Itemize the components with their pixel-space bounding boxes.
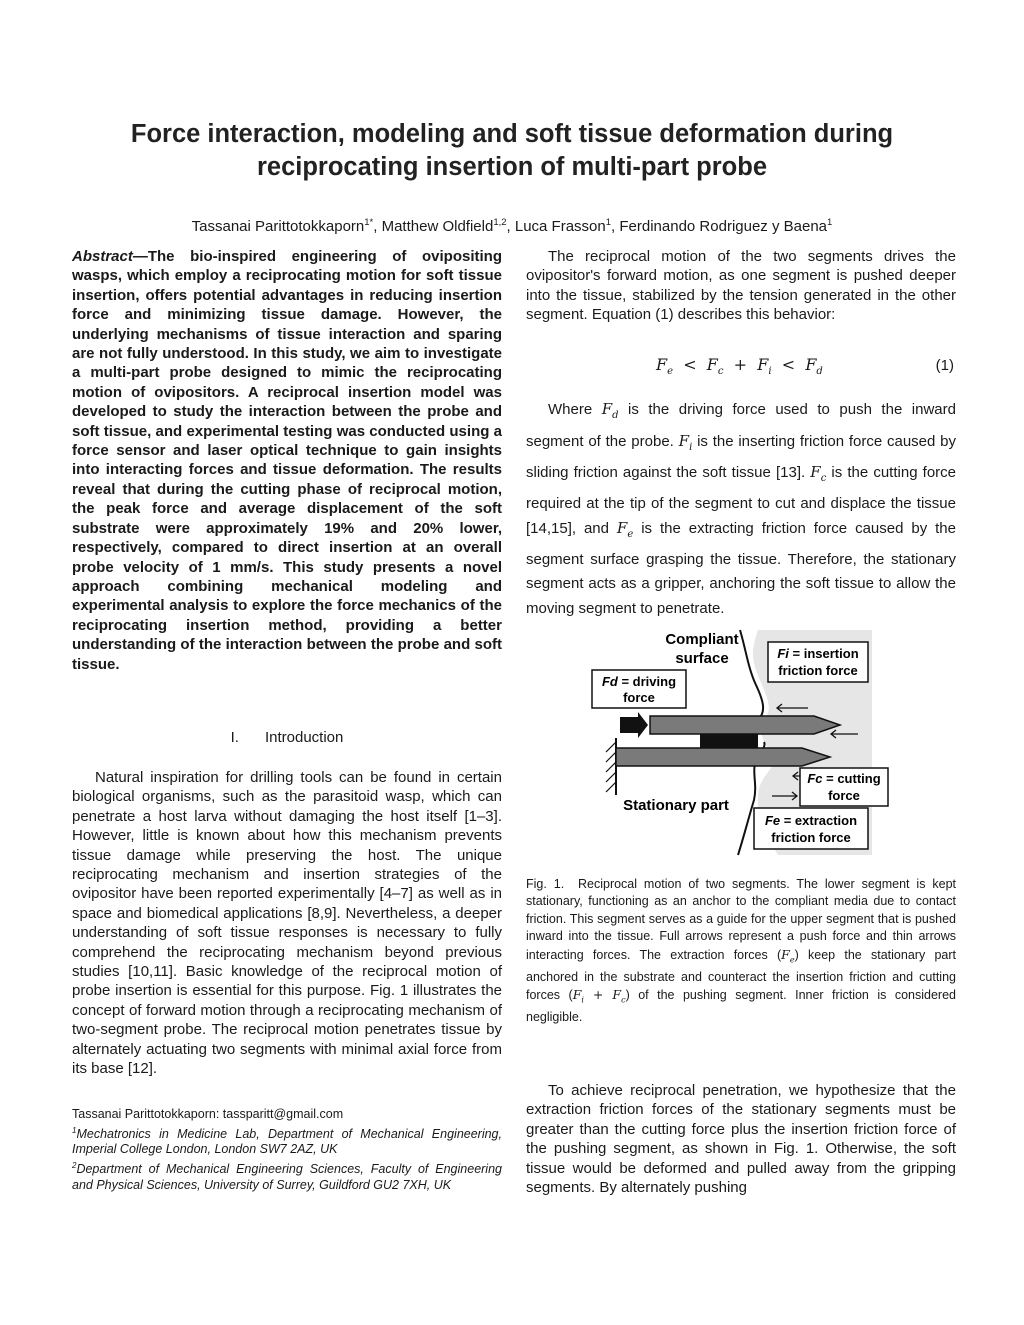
- equation-number: (1): [935, 357, 954, 374]
- affiliation-1: [72, 1123, 502, 1158]
- right-paragraph-1-text: The reciprocal motion of the two segments drives the ovipositor's forward motion, as one segment is pushed deeper into the tissue, stabilized by the tension generated in the other segment. Equation (1) describes this behavior:: [526, 248, 956, 324]
- segment-connector: [700, 734, 758, 748]
- author-1: Tassanai Parittotokkaporn: [191, 218, 365, 235]
- label-surface: surface: [675, 650, 729, 667]
- fc-label-line-2: force: [828, 788, 860, 803]
- right-paragraph-2: Where $F_d$ is the driving force used to push the inward segment of the probe. $F_i$ is the inserting friction force caused by sliding friction against the soft tissue [13]. $F_c$ is the cutting force required at the tip of the segment to cut and displace the tissue [14,15], and $F_e$ is the extracting friction force caused by the segment surface grasping the tissue. Therefore, the stationary segment acts as a gripper, anchoring the soft tissue to allow the moving segment to penetrate.: [526, 400, 956, 617]
- affiliation-1-marker: 1: [72, 1125, 77, 1135]
- author-1-affiliation: 1*: [364, 217, 374, 228]
- author-3: , Luca Frasson: [506, 218, 606, 235]
- right-paragraph-3-text: To achieve reciprocal penetration, we hypothesize that the extraction friction forces of the stationary segments must be greater than the cutting force plus the insertion friction force of the pushing segment, as shown in Fig. 1. Otherwise, the soft tissue would be deformed and pulled away from the gripping segments. By alternately pushing: [526, 1082, 956, 1197]
- affiliation-2-text: Department of Mechanical Engineering Sciences, Faculty of Engineering and Physical Sciences, University of Surrey, Guildford GU2 7XH, UK: [72, 1162, 502, 1192]
- abstract-dash: —: [132, 248, 148, 265]
- fi-label-line-1: Fi = insertion: [777, 646, 859, 661]
- author-3-affiliation: 1: [605, 217, 612, 228]
- author-list: [40, 213, 984, 237]
- fe-label-line-1: Fe = extraction: [764, 813, 858, 828]
- section-heading: [72, 729, 502, 746]
- right-paragraph-1: [526, 247, 956, 325]
- fe-label-line-2: friction force: [771, 830, 851, 845]
- affiliation-2-marker: 2: [72, 1160, 77, 1170]
- caption-label: Fig. 1.: [526, 877, 565, 891]
- author-4-affiliation: 1: [827, 217, 833, 228]
- fd-label-line-1: Fd = driving: [601, 674, 677, 689]
- intro-paragraph: Natural inspiration for drilling tools can be found in certain biological organisms, such as the parasitoid wasp, which can penetrate a host larva without damaging the host itself [1–3]. However, little is known about how this mechanism prevents tissue damage while preserving the host. The unique reciprocating mechanism and insertion strategies of the ovipositor have been reported experimentally [4–7] as well as in space and biomedical applications [8,9]. Nevertheless, a deeper understanding of soft tissue responses is necessary to fully comprehend the reciprocating mechanism beyond previous studies [10,11]. Basic knowledge of the reciprocal motion of probe insertion is essential for this purpose. Fig. 1 illustrates the concept of forward motion through a reciprocating mechanism of two-segment probe. The reciprocal motion penetrates tissue by alternately actuating two segments with minimal axial force from its base [12].: [72, 769, 502, 1078]
- stationary-segment: [616, 748, 830, 766]
- figure-1-caption: Fig. 1. Reciprocal motion of two segments. The lower segment is kept stationary, functioning as an anchor to the compliant media due to contact friction. This segment serves as a guide for the upper segment that is pushed inward into the tissue. Full arrows represent a push force and thin arrows interacting forces. The extraction forces $(F_e)$ keep the stationary part anchored in the substrate and counteract the insertion friction and cutting forces $(F_i + F_c)$ of the pushing segment. Inner friction is considered negligible.: [526, 877, 956, 1024]
- fc-label-line-1: Fc = cutting: [807, 771, 881, 786]
- equation-body: $F_e < F_c + F_i < F_d$: [656, 355, 823, 378]
- title-line-2: reciprocating insertion of multi-part probe: [256, 153, 768, 181]
- label-stationary-part: Stationary part: [623, 797, 729, 814]
- section-number: I.: [230, 729, 239, 746]
- pushing-segment: [650, 716, 840, 734]
- label-compliant: Compliant: [665, 631, 739, 648]
- equation-1: [526, 355, 956, 385]
- author-2: , Matthew Oldfield: [373, 218, 494, 235]
- abstract-label: Abstract: [72, 248, 133, 265]
- author-4: , Ferdinando Rodriguez y Baena: [611, 218, 828, 235]
- contact-email: Tassanai Parittotokkaporn: tassparitt@gmail.com: [72, 1107, 344, 1121]
- paper-title: [60, 118, 964, 184]
- abstract: [72, 247, 502, 674]
- abstract-body: The bio-inspired engineering of ovipositing wasps, which employ a reciprocating motion for soft tissue insertion, offers potential advantages in reducing insertion force and minimizing tissue damage. However, the underlying mechanisms of tissue interaction and sparing are not fully understood. In this study, we aim to investigate a multi-part probe designed to mimic the reciprocating motion of ovipositors. A reciprocal insertion model was developed to study the interaction between the probe and soft tissue, and experimental testing was conducted using a force sensor and laser optical technique to gain insights into interacting forces and tissue deformation. The results reveal that during the cutting phase of reciprocal motion, the peak force and average displacement of the soft substrate were approximately 19% and 20% lower, respectively, compared to direct insertion at an overall probe velocity of 1 mm/s. This study presents a novel approach combining mechanical modeling and experimental analysis to explore the force mechanics of the reciprocating insertion method, providing a better understanding of the interaction between the probe and soft tissue.: [72, 248, 502, 673]
- fi-label-line-2: friction force: [778, 663, 858, 678]
- right-paragraph-3: [526, 1081, 956, 1197]
- affiliation-2: [72, 1158, 502, 1193]
- author-2-affiliation: 1,2: [493, 217, 507, 228]
- introduction-text: [72, 768, 502, 1079]
- fd-label-line-2: force: [623, 690, 655, 705]
- figure-1-diagram: [588, 630, 881, 855]
- affiliation-1-text: Mechatronics in Medicine Lab, Department of Mechanical Engineering, Imperial College London, London SW7 2AZ, UK: [72, 1126, 502, 1157]
- title-line-1: Force interaction, modeling and soft tissue deformation during: [130, 120, 894, 148]
- section-title: Introduction: [264, 729, 344, 746]
- footnotes: [72, 1107, 502, 1193]
